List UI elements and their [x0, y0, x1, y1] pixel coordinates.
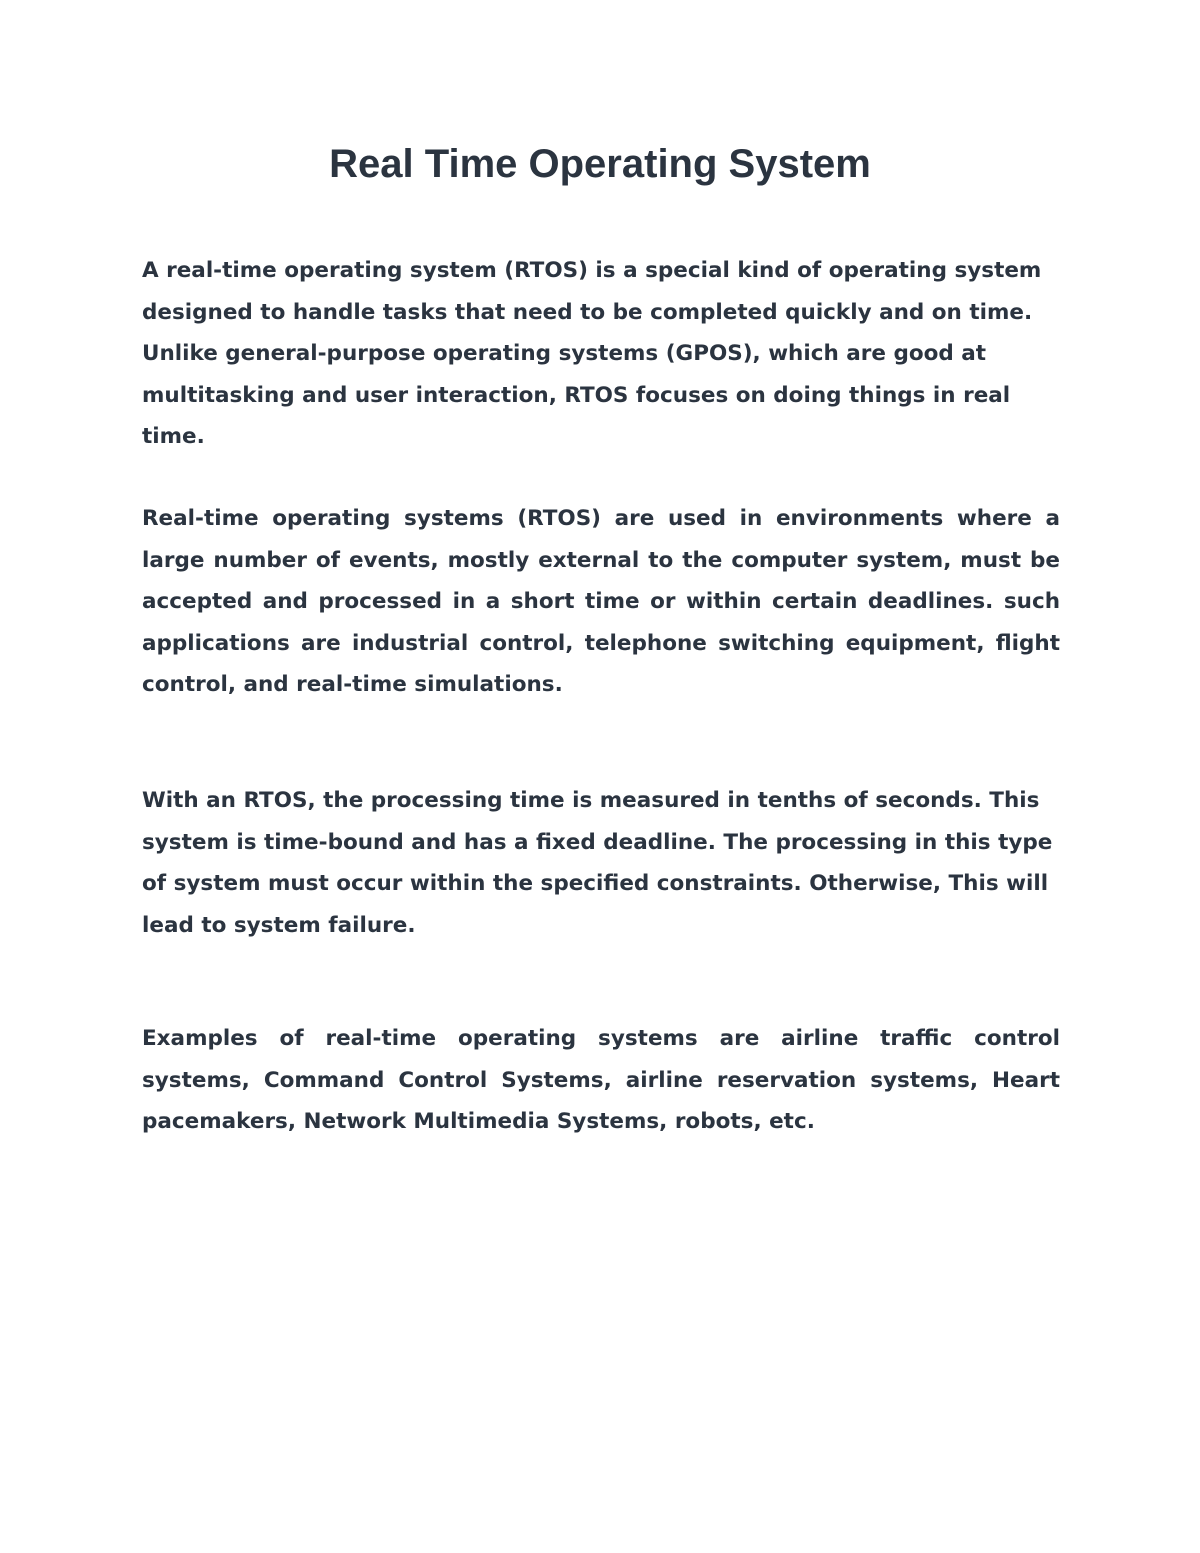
paragraph-rtos-usage: Real-time operating systems (RTOS) are used in environments where a large number of events, mostly external to the computer system, must be accepted and processed in a short time or within certain deadlines. such applications are industrial control, telephone switching equipment, flight control, and real-time simulations.	[142, 506, 1060, 697]
paragraph-rtos-definition: A real-time operating system (RTOS) is a special kind of operating system designed to handle tasks that need to be completed quickly and on time. Unlike general-purpose operating systems (GPOS), which are good at multitasking and user interaction, RTOS focuses on doing things in real time.	[142, 258, 1042, 449]
paragraph-rtos-timing: With an RTOS, the processing time is measured in tenths of seconds. This system is time-bound and has a fixed deadline. The processing in this type of system must occur within the specified constraints. Otherwise, This will lead to system failure.	[142, 788, 1053, 938]
paragraph-rtos-examples: Examples of real-time operating systems are airline traffic control systems, Command Control Systems, airline reservation systems, Heart pacemakers, Network Multimedia Systems, robots, etc.	[142, 1026, 1060, 1134]
page-title: Real Time Operating System	[329, 142, 871, 186]
